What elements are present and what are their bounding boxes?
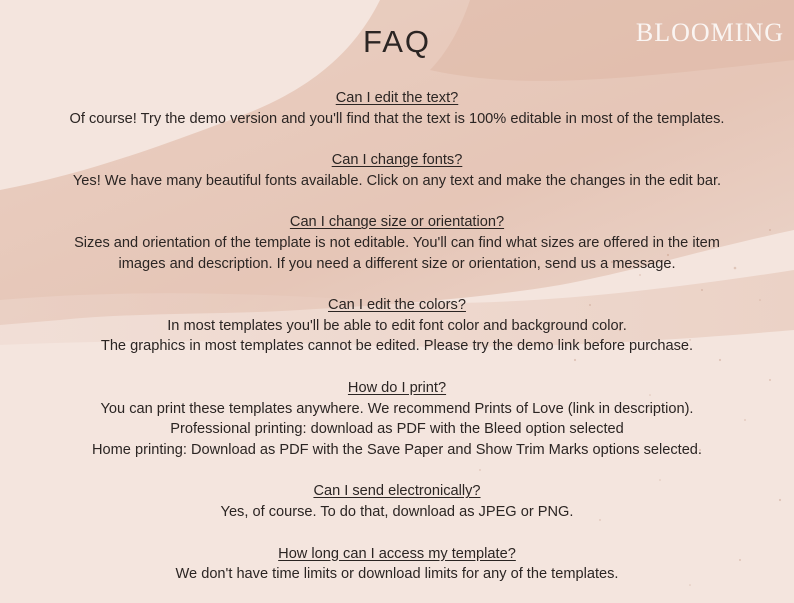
faq-question[interactable]: Can I edit the text? <box>335 90 459 106</box>
faq-answer-line: We don't have time limits or download limits for any of the templates. <box>175 566 619 583</box>
faq-question[interactable]: Can I change fonts? <box>331 152 463 169</box>
faq-item <box>0 88 794 129</box>
faq-question[interactable]: How do I print? <box>347 379 447 396</box>
faq-answer-line: Yes, of course. To do that, download as JPEG or PNG. <box>220 503 574 520</box>
brand-logo: BLOOMING <box>635 18 784 47</box>
faq-list <box>0 88 794 585</box>
faq-answer-line: The graphics in most templates cannot be edited. Please try the demo link before purchase. <box>100 338 694 355</box>
faq-item <box>0 212 794 274</box>
faq-answer-line: In most templates you'll be able to edit font color and background color. <box>167 317 627 334</box>
faq-question[interactable]: How long can I access my template? <box>278 545 516 562</box>
faq-answer-line: You can print these templates anywhere. We recommend Prints of Love (link in description). <box>100 400 694 417</box>
faq-question[interactable]: Can I send electronically? <box>313 483 481 500</box>
page-title: FAQ <box>362 24 431 59</box>
faq-answer-line: Of course! Try the demo version and you'll find that the text is 100% editable in most of the templates. <box>69 110 725 127</box>
faq-answer-line: images and description. If you need a different size or orientation, send us a message. <box>118 255 676 272</box>
faq-question[interactable]: Can I change size or orientation? <box>289 214 505 231</box>
faq-answer-line: Professional printing: download as PDF with the Bleed option selected <box>170 421 624 438</box>
faq-answer-line: Yes! We have many beautiful fonts available. Click on any text and make the changes in the edit bar. <box>72 172 722 189</box>
faq-question[interactable]: Can I edit the colors? <box>328 297 466 314</box>
faq-answer-line: Sizes and orientation of the template is not editable. You'll can find what sizes are offered in the item <box>74 234 720 251</box>
faq-item <box>0 378 794 460</box>
faq-item <box>0 295 794 357</box>
faq-answer-line: Home printing: Download as PDF with the Save Paper and Show Trim Marks options selected. <box>92 441 702 458</box>
faq-item <box>0 544 794 585</box>
faq-item <box>0 481 794 522</box>
faq-item <box>0 150 794 191</box>
